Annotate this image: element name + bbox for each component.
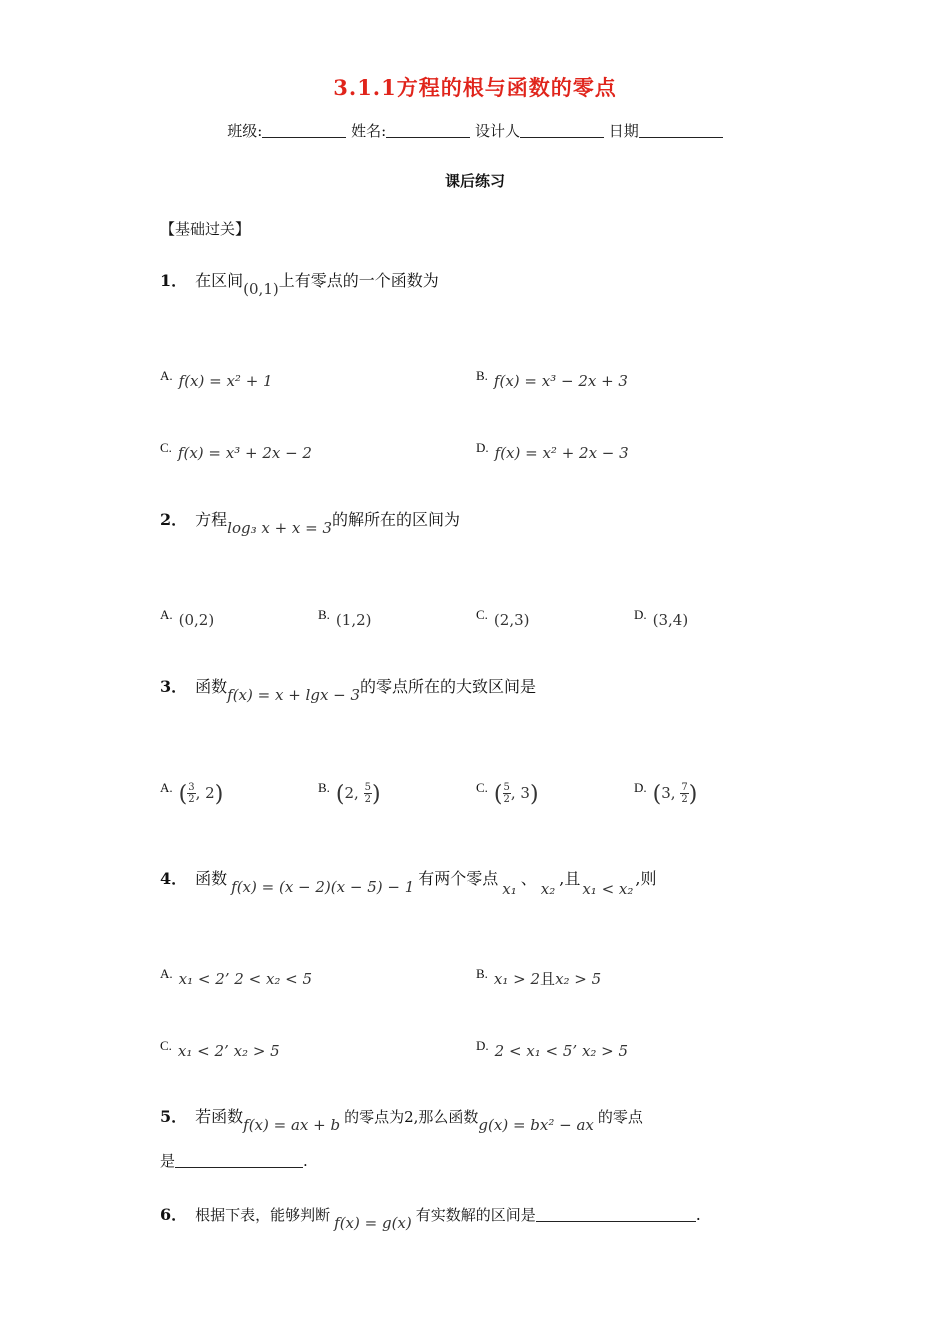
paren: ) (529, 782, 539, 807)
question-text: 方程 (195, 510, 228, 529)
question-number: 6． (160, 1205, 188, 1224)
option-label: D. (476, 440, 489, 455)
paren: ) (371, 782, 381, 807)
numerator: 7 (681, 782, 688, 793)
option-label: A. (160, 780, 173, 795)
paren: ( (178, 782, 188, 807)
class-label: 班级: (227, 122, 263, 140)
option-text: 且 (540, 970, 556, 988)
question-2 (160, 507, 460, 537)
question-6 (160, 1202, 701, 1232)
option-label: B. (476, 966, 488, 981)
numerator: 3 (188, 782, 195, 793)
paren: ) (214, 782, 224, 807)
option-math: x₂ > 5 (555, 970, 602, 988)
option-c[interactable] (476, 607, 529, 629)
paren: ( (335, 782, 345, 807)
question-1 (160, 268, 439, 298)
fraction (503, 782, 511, 805)
option-a[interactable] (160, 780, 223, 807)
option-math: f(x) = x² + 1 (178, 372, 273, 390)
question-text: 的零点为2,那么函数 (344, 1108, 479, 1126)
option-label: B. (318, 780, 330, 795)
option-b[interactable] (476, 966, 601, 989)
question-text: 的解所在的区间为 (332, 510, 461, 529)
question-text: ,则 (635, 869, 657, 888)
paren: ( (493, 782, 503, 807)
option-math: (3,4) (652, 611, 689, 629)
numerator: 5 (364, 782, 371, 793)
question-text: . (695, 1205, 701, 1224)
question-text: 、 (520, 869, 537, 888)
answer-blank[interactable] (536, 1206, 696, 1222)
question-text: 是 (160, 1152, 176, 1170)
paren: ( (652, 782, 662, 807)
denominator: 2 (364, 794, 371, 805)
fraction (364, 782, 372, 805)
question-text: 在区间 (195, 271, 244, 290)
option-math: x₁ < 2’ 2 < x₂ < 5 (178, 970, 313, 988)
option-math: 2, (344, 784, 364, 802)
option-d[interactable] (634, 607, 688, 629)
denominator: 2 (681, 794, 688, 805)
numerator: 5 (503, 782, 510, 793)
question-text: . (303, 1152, 308, 1170)
denominator: 2 (188, 794, 195, 805)
option-math: x₁ > 2 (493, 970, 541, 988)
question-text: 函数 (195, 869, 228, 888)
option-b[interactable] (318, 607, 371, 629)
option-c[interactable] (476, 780, 539, 807)
question-number: 2． (160, 510, 188, 529)
math-equation: f(x) = (x − 2)(x − 5) − 1 (231, 878, 415, 896)
math-variable: x₁ (502, 880, 517, 898)
question-5-answer-line (160, 1150, 308, 1171)
math-equation: log₃ x + x = 3 (227, 519, 333, 537)
math-condition: x₁ < x₂ (582, 880, 634, 898)
option-c[interactable] (160, 440, 312, 462)
fraction (680, 782, 688, 805)
question-text: 上有零点的一个函数为 (278, 271, 439, 290)
question-number: 4． (160, 869, 188, 888)
math-equation: g(x) = bx² − ax (478, 1116, 594, 1134)
class-blank (262, 122, 346, 138)
option-label: D. (634, 780, 647, 795)
date-blank (639, 122, 723, 138)
math-equation: f(x) = x + lgx − 3 (227, 686, 361, 704)
denominator: 2 (503, 794, 510, 805)
option-label: B. (318, 607, 330, 622)
question-text: 的零点所在的大致区间是 (360, 677, 537, 696)
option-a[interactable] (160, 966, 312, 988)
paren: ) (688, 782, 698, 807)
option-math: 2 < x₁ < 5’ x₂ > 5 (494, 1042, 629, 1060)
question-text: 有实数解的区间是 (415, 1206, 536, 1224)
question-text: 根据下表，能够判断 (195, 1206, 331, 1224)
option-label: A. (160, 607, 173, 622)
option-math: (0,2) (178, 611, 215, 629)
option-math: 3, (661, 784, 681, 802)
option-label: A. (160, 966, 173, 981)
name-blank (386, 122, 470, 138)
option-a[interactable] (160, 607, 214, 629)
option-label: D. (634, 607, 647, 622)
part-heading: 【基础过关】 (160, 220, 251, 238)
fraction (187, 782, 195, 805)
question-3 (160, 674, 536, 704)
option-label: C. (160, 440, 172, 455)
math-interval: (0,1) (243, 280, 279, 298)
designer-blank (520, 122, 604, 138)
option-c[interactable] (160, 1038, 280, 1060)
option-math: , 3 (510, 784, 530, 802)
question-5 (160, 1104, 643, 1134)
question-text: ,且 (559, 869, 581, 888)
question-text: 有两个零点 (418, 869, 499, 888)
name-label: 姓名: (351, 122, 387, 140)
option-b[interactable] (318, 780, 381, 807)
option-label: C. (476, 780, 488, 795)
option-label: A. (160, 368, 173, 383)
option-label: C. (160, 1038, 172, 1053)
question-text: 若函数 (195, 1107, 244, 1126)
option-math: , 2 (195, 784, 215, 802)
question-4 (160, 866, 657, 898)
option-label: C. (476, 607, 488, 622)
option-math: (2,3) (493, 611, 530, 629)
question-number: 5． (160, 1107, 188, 1126)
option-math: f(x) = x³ − 2x + 3 (493, 372, 628, 390)
date-label: 日期 (608, 122, 639, 140)
student-info-line (0, 120, 950, 141)
question-number: 1． (160, 271, 188, 290)
page-title: 3.1.1方程的根与函数的零点 (333, 75, 617, 100)
option-d[interactable] (476, 1038, 628, 1060)
option-label: D. (476, 1038, 489, 1053)
section-heading: 课后练习 (444, 172, 505, 190)
math-variable: x₂ (540, 880, 556, 898)
designer-label: 设计人 (474, 122, 520, 140)
math-equation: f(x) = ax + b (243, 1116, 341, 1134)
option-math: x₁ < 2’ x₂ > 5 (177, 1042, 280, 1060)
option-label: B. (476, 368, 488, 383)
answer-blank[interactable] (175, 1152, 303, 1168)
option-math: f(x) = x³ + 2x − 2 (177, 444, 312, 462)
question-number: 3． (160, 677, 188, 696)
question-text: 函数 (195, 677, 228, 696)
option-math: (1,2) (335, 611, 372, 629)
option-a[interactable] (160, 368, 273, 390)
question-text: 的零点 (597, 1108, 643, 1126)
math-equation: f(x) = g(x) (334, 1214, 412, 1232)
option-d[interactable] (476, 440, 629, 462)
option-d[interactable] (634, 780, 697, 807)
option-math: f(x) = x² + 2x − 3 (494, 444, 629, 462)
option-b[interactable] (476, 368, 628, 390)
